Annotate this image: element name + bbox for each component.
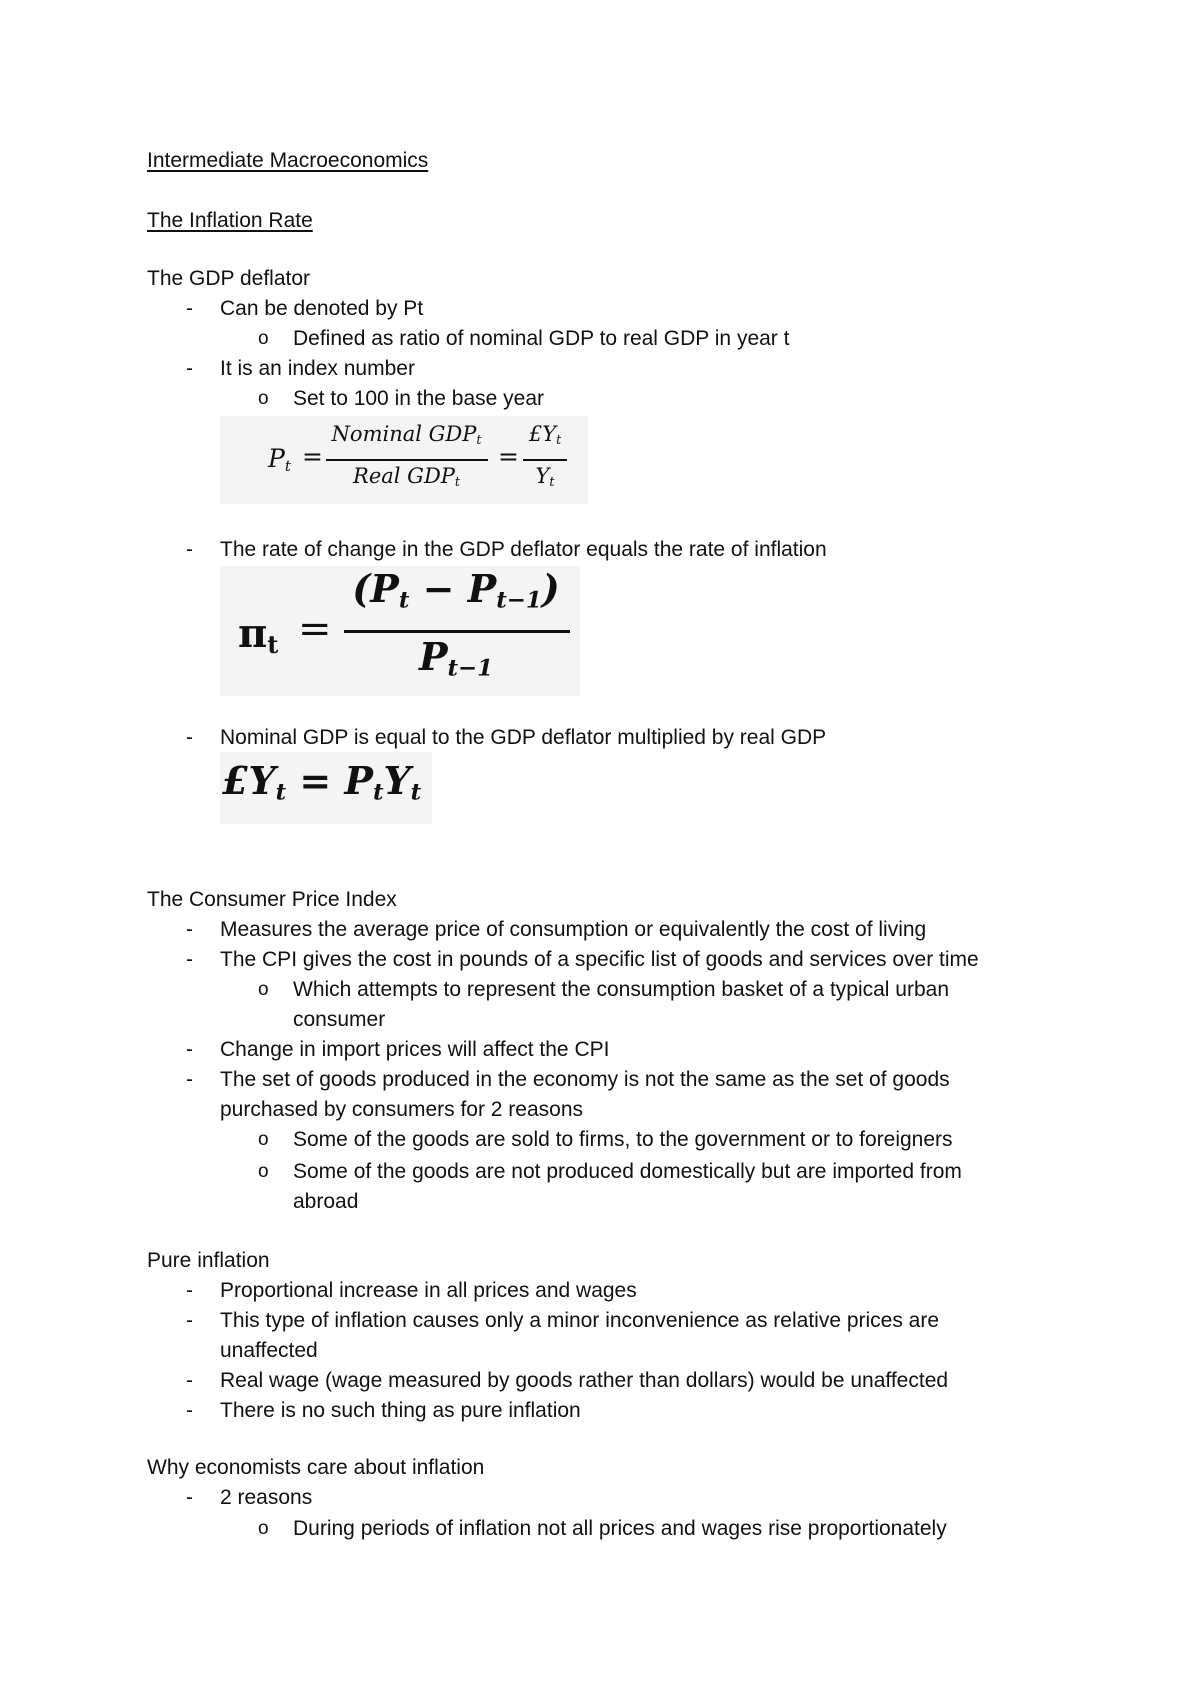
cpi-bullet-set-of-goods-line2: purchased by consumers for 2 reasons (220, 1098, 584, 1121)
dash-marker: - (186, 1279, 193, 1302)
circle-marker: o (258, 1129, 269, 1150)
eq1-numerator-2: $£Y_t$ (528, 422, 562, 448)
gdp-subbullet-base-year: Set to 100 in the base year (293, 387, 545, 410)
eq1-fraction-bar-2 (523, 459, 567, 461)
equation-nominal-gdp (220, 752, 432, 824)
cpi-subbullet-imported-line2: abroad (293, 1190, 359, 1213)
eq1-lhs: $P_t$ (268, 444, 291, 475)
pure-bullet-real-wage: Real wage (wage measured by goods rather than dollars) would be unaffected (220, 1369, 949, 1392)
gdp-bullet-index: It is an index number (220, 357, 415, 380)
circle-marker: o (258, 1161, 269, 1182)
dash-marker: - (186, 918, 193, 941)
eq1-denominator: Real $GDP_t$ (353, 464, 460, 490)
cpi-bullet-cost: The CPI gives the cost in pounds of a specific list of goods and services over time (220, 948, 979, 971)
circle-marker: o (258, 388, 269, 409)
cpi-bullet-measures: Measures the average price of consumption or equivalently the cost of living (220, 918, 927, 941)
why-care-heading: Why economists care about inflation (147, 1456, 485, 1479)
dash-marker: - (186, 1038, 193, 1061)
cpi-subbullet-basket-line1: Which attempts to represent the consumption basket of a typical urban (293, 978, 950, 1001)
why-subbullet-not-proportional: During periods of inflation not all prices and wages rise proportionately (293, 1517, 947, 1540)
circle-marker: o (258, 328, 269, 349)
dash-marker: - (186, 1369, 193, 1392)
pure-inflation-heading: Pure inflation (147, 1249, 270, 1272)
dash-marker: - (186, 1309, 193, 1332)
section-heading: The Inflation Rate (147, 209, 313, 232)
gdp-subbullet-ratio: Defined as ratio of nominal GDP to real GDP in year t (293, 327, 790, 350)
dash-marker: - (186, 357, 193, 380)
cpi-subbullet-sold-to-firms: Some of the goods are sold to firms, to the government or to foreigners (293, 1128, 953, 1151)
pure-bullet-minor-line1: This type of inflation causes only a minor inconvenience as relative prices are (220, 1309, 940, 1332)
equation-inflation-rate (220, 566, 580, 696)
pure-bullet-no-such-thing: There is no such thing as pure inflation (220, 1399, 581, 1422)
cpi-subbullet-imported-line1: Some of the goods are not produced domestically but are imported from (293, 1160, 962, 1183)
eq2-fraction-bar (344, 630, 570, 633)
equation-gdp-deflator (220, 416, 588, 504)
eq2-equals: = (298, 606, 332, 652)
pure-bullet-proportional: Proportional increase in all prices and wages (220, 1279, 637, 1302)
cpi-bullet-import-prices: Change in import prices will affect the CPI (220, 1038, 610, 1061)
gdp-bullet-denoted: Can be denoted by Pt (220, 297, 424, 320)
eq2-numerator: $(P_t - P_{t-1})$ (352, 566, 560, 614)
dash-marker: - (186, 538, 193, 561)
dash-marker: - (186, 1486, 193, 1509)
dash-marker: - (186, 1068, 193, 1091)
cpi-subbullet-basket-line2: consumer (293, 1008, 386, 1031)
why-bullet-two-reasons: 2 reasons (220, 1486, 313, 1509)
cpi-heading: The Consumer Price Index (147, 888, 397, 911)
eq3-expression: $£Y_t = P_tY_t$ (222, 758, 422, 806)
dash-marker: - (186, 297, 193, 320)
dash-marker: - (186, 726, 193, 749)
eq1-fraction-bar (326, 459, 488, 461)
gdp-deflator-heading: The GDP deflator (147, 267, 311, 290)
circle-marker: o (258, 1518, 269, 1539)
eq1-denominator-2: $Y_t$ (535, 464, 555, 490)
gdp-bullet-nominal-equals: Nominal GDP is equal to the GDP deflator multiplied by real GDP (220, 726, 827, 749)
eq2-denominator: $P_{t-1}$ (418, 634, 494, 682)
eq1-equals: = (302, 442, 323, 471)
gdp-bullet-rate-of-change: The rate of change in the GDP deflator equals the rate of inflation (220, 538, 827, 561)
pure-bullet-minor-line2: unaffected (220, 1339, 318, 1362)
eq2-lhs: $\pi_t$ (238, 610, 279, 659)
circle-marker: o (258, 979, 269, 1000)
dash-marker: - (186, 948, 193, 971)
eq1-numerator: Nominal $GDP_t$ (331, 422, 482, 448)
cpi-bullet-set-of-goods-line1: The set of goods produced in the economy is not the same as the set of goods (220, 1068, 950, 1091)
dash-marker: - (186, 1399, 193, 1422)
eq1-equals-2: = (498, 442, 519, 471)
document-title: Intermediate Macroeconomics (147, 149, 429, 172)
